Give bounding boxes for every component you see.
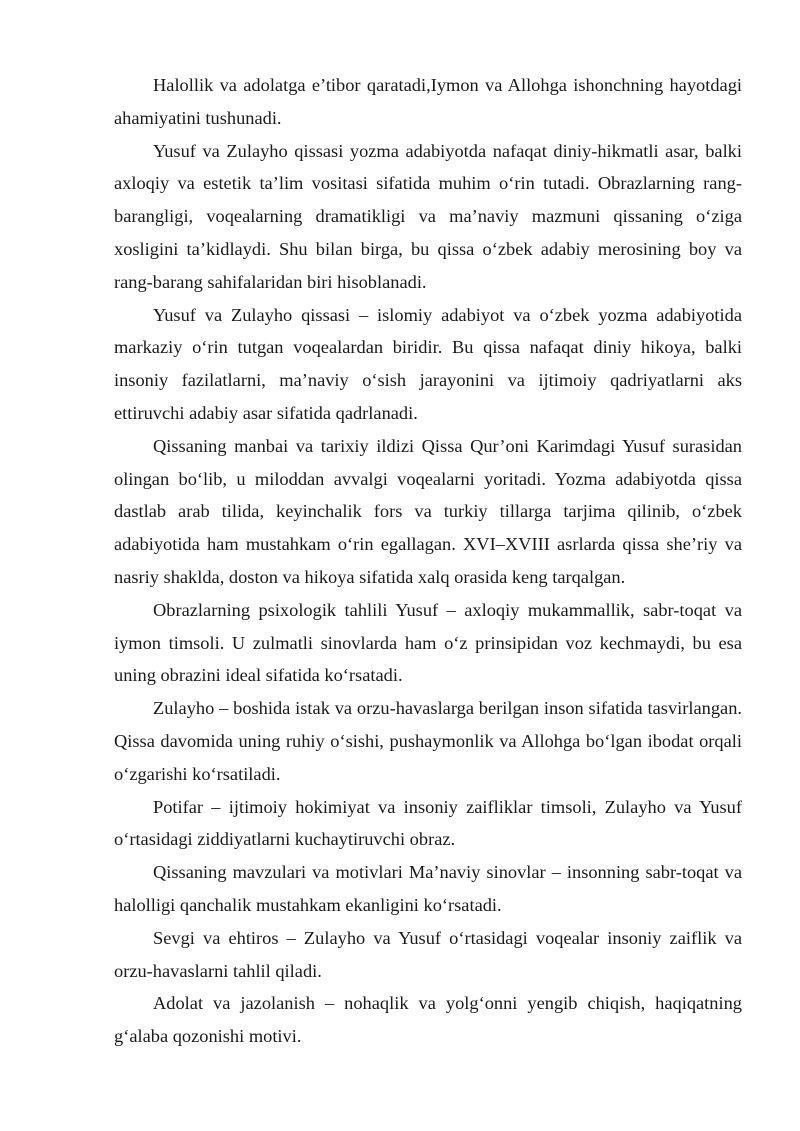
paragraph-1: Halollik va adolatga e’tibor qaratadi,Iymon va Allohga ishonchning hayotdagi ahamiyatini tushunadi. [114, 75, 742, 128]
paragraph-9: Sevgi va ehtiros – Zulayho va Yusuf o‘rtasidagi voqealar insoniy zaiflik va orzu-havaslarni tahlil qiladi. [114, 927, 742, 981]
paragraph-2: Yusuf va Zulayho qissasi yozma adabiyotda nafaqat diniy-hikmatli asar, balki axloqiy va estetik ta’lim vositasi sifatida muhim o‘rin tutadi. Obrazlarning rang-barangligi, voqealarning dramatikligi va ma’naviy mazmuni qissaning o‘ziga xosligini ta’kidlaydi. Shu bilan birga, bu qissa o‘zbek adabiy merosining boy va rang-barang sahifalaridan biri hisoblanadi. [114, 140, 742, 292]
paragraph-5: Obrazlarning psixologik tahlili Yusuf – axloqiy mukammallik, sabr-toqat va iymon timsoli. U zulmatli sinovlarda ham o‘z prinsipidan voz kechmaydi, bu esa uning obrazini ideal sifatida ko‘rsatadi. [114, 599, 742, 686]
document-body [114, 69, 742, 1053]
paragraph-4: Qissaning manbai va tarixiy ildizi Qissa Qur’oni Karimdagi Yusuf surasidan olingan bo‘lib, u miloddan avvalgi voqealarni yoritadi. Yozma adabiyotda qissa dastlab arab tilida, keyinchalik fors va turkiy tillarga tarjima qilinib, o‘zbek adabiyotida ham mustahkam o‘rin egallagan. XVI–XVIII asrlarda qissa she’riy va nasriy shaklda, doston va hikoya sifatida xalq orasida keng tarqalgan. [114, 435, 742, 587]
paragraph-8: Qissaning mavzulari va motivlari Ma’naviy sinovlar – insonning sabr-toqat va halolligi qanchalik mustahkam ekanligini ko‘rsatadi. [114, 862, 742, 915]
paragraph-6: Zulayho – boshida istak va orzu-havaslarga berilgan inson sifatida tasvirlangan. Qissa davomida uning ruhiy o‘sishi, pushaymonlik va Allohga bo‘lgan ibodat orqali o‘zgarishi ko‘rsatiladi. [114, 698, 742, 784]
paragraph-7: Potifar – ijtimoiy hokimiyat va insoniy zaifliklar timsoli, Zulayho va Yusuf o‘rtasidagi ziddiyatlarni kuchaytiruvchi obraz. [114, 796, 742, 850]
paragraph-3: Yusuf va Zulayho qissasi – islomiy adabiyot va o‘zbek yozma adabiyotida markaziy o‘rin tutgan voqealardan biridir. Bu qissa nafaqat diniy hikoya, balki insoniy fazilatlarni, ma’naviy o‘sish jarayonini va ijtimoiy qadriyatlarni aks ettiruvchi adabiy asar sifatida qadrlanadi. [114, 304, 742, 423]
paragraph-10: Adolat va jazolanish – nohaqlik va yolg‘onni yengib chiqish, haqiqatning g‘alaba qozonishi motivi. [114, 993, 742, 1047]
